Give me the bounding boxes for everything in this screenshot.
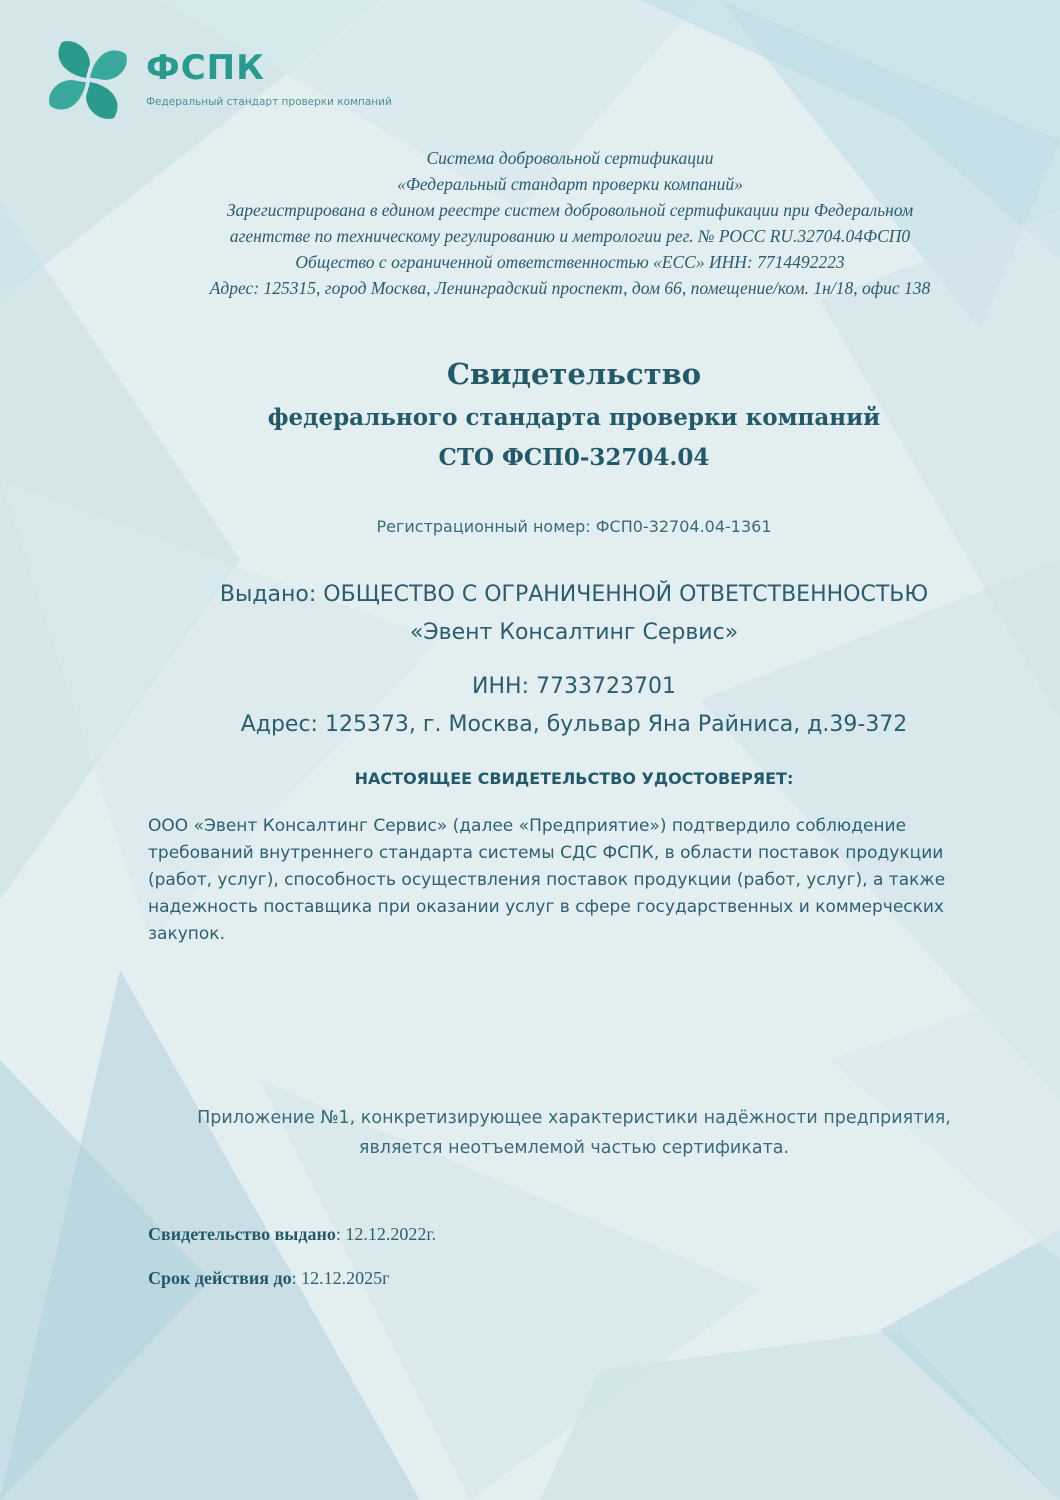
registration-number: Регистрационный номер: ФСП0-32704.04-1361 [376,517,772,536]
certificate-standard: СТО ФСП0-32704.04 [438,444,710,471]
issue-date-label: Свидетельство выдано [148,1224,336,1244]
statement-text: ООО «Эвент Консалтинг Сервис» (далее «Предприятие») подтвердило соблюдение требований внутреннего стандарта системы СДС ФСПК, в области поставок продукции (работ, услуг), способность осуществления поставок продукции (работ, услуг), а также надежность поставщика при оказании услуг в сфере государственных и коммерческих закупок. [148,816,946,944]
logo-name: ФСПК [146,48,265,88]
annex-line: является неотъемлемой частью сертификата. [358,1138,790,1158]
system-line: агентстве по техническому регулированию и метрологии рег. № РОСС RU.32704.04ФСП0 [229,226,911,246]
issued-to-block [94,576,1054,744]
system-line: Общество с ограниченной ответственностью «ЕСС» ИНН: 7714492223 [295,252,845,272]
dates-block [148,1222,436,1310]
fspk-logo [46,34,392,130]
issue-date [148,1222,436,1246]
company-inn: ИНН: 7733723701 [472,674,676,699]
system-line: «Федеральный стандарт проверки компаний» [397,174,743,194]
certificate-title: Свидетельство [446,357,702,391]
valid-until-date [148,1266,436,1290]
certification-system-info [100,145,1040,301]
issued-to-line: Выдано: ОБЩЕСТВО С ОГРАНИЧЕННОЙ ОТВЕТСТВЕННОСТЬЮ [219,582,929,607]
system-line: Адрес: 125315, город Москва, Ленинградский проспект, дом 66, помещение/ком. 1н/18, офис 138 [209,278,931,298]
statement-heading: НАСТОЯЩЕЕ СВИДЕТЕЛЬСТВО УДОСТОВЕРЯЕТ: [354,769,794,788]
valid-until-value: : 12.12.2025г [291,1268,390,1288]
company-name: «Эвент Консалтинг Сервис» [409,620,739,645]
company-address: Адрес: 125373, г. Москва, бульвар Яна Райниса, д.39-372 [240,712,908,737]
logo-tagline: Федеральный стандарт проверки компаний [146,96,392,108]
system-line: Зарегистрирована в едином реестре систем добровольной сертификации при Федеральном [226,200,914,220]
certificate-titles [94,350,1054,478]
system-line: Система добровольной сертификации [426,148,714,168]
swirl-logo-icon [46,34,130,124]
certificate-subtitle: федерального стандарта проверки компаний [267,404,881,431]
valid-until-label: Срок действия до [148,1268,292,1288]
annex-note [94,1103,1054,1163]
annex-line: Приложение №1, конкретизирующее характеристики надёжности предприятия, [197,1108,951,1128]
issue-date-value: : 12.12.2022г. [335,1224,437,1244]
